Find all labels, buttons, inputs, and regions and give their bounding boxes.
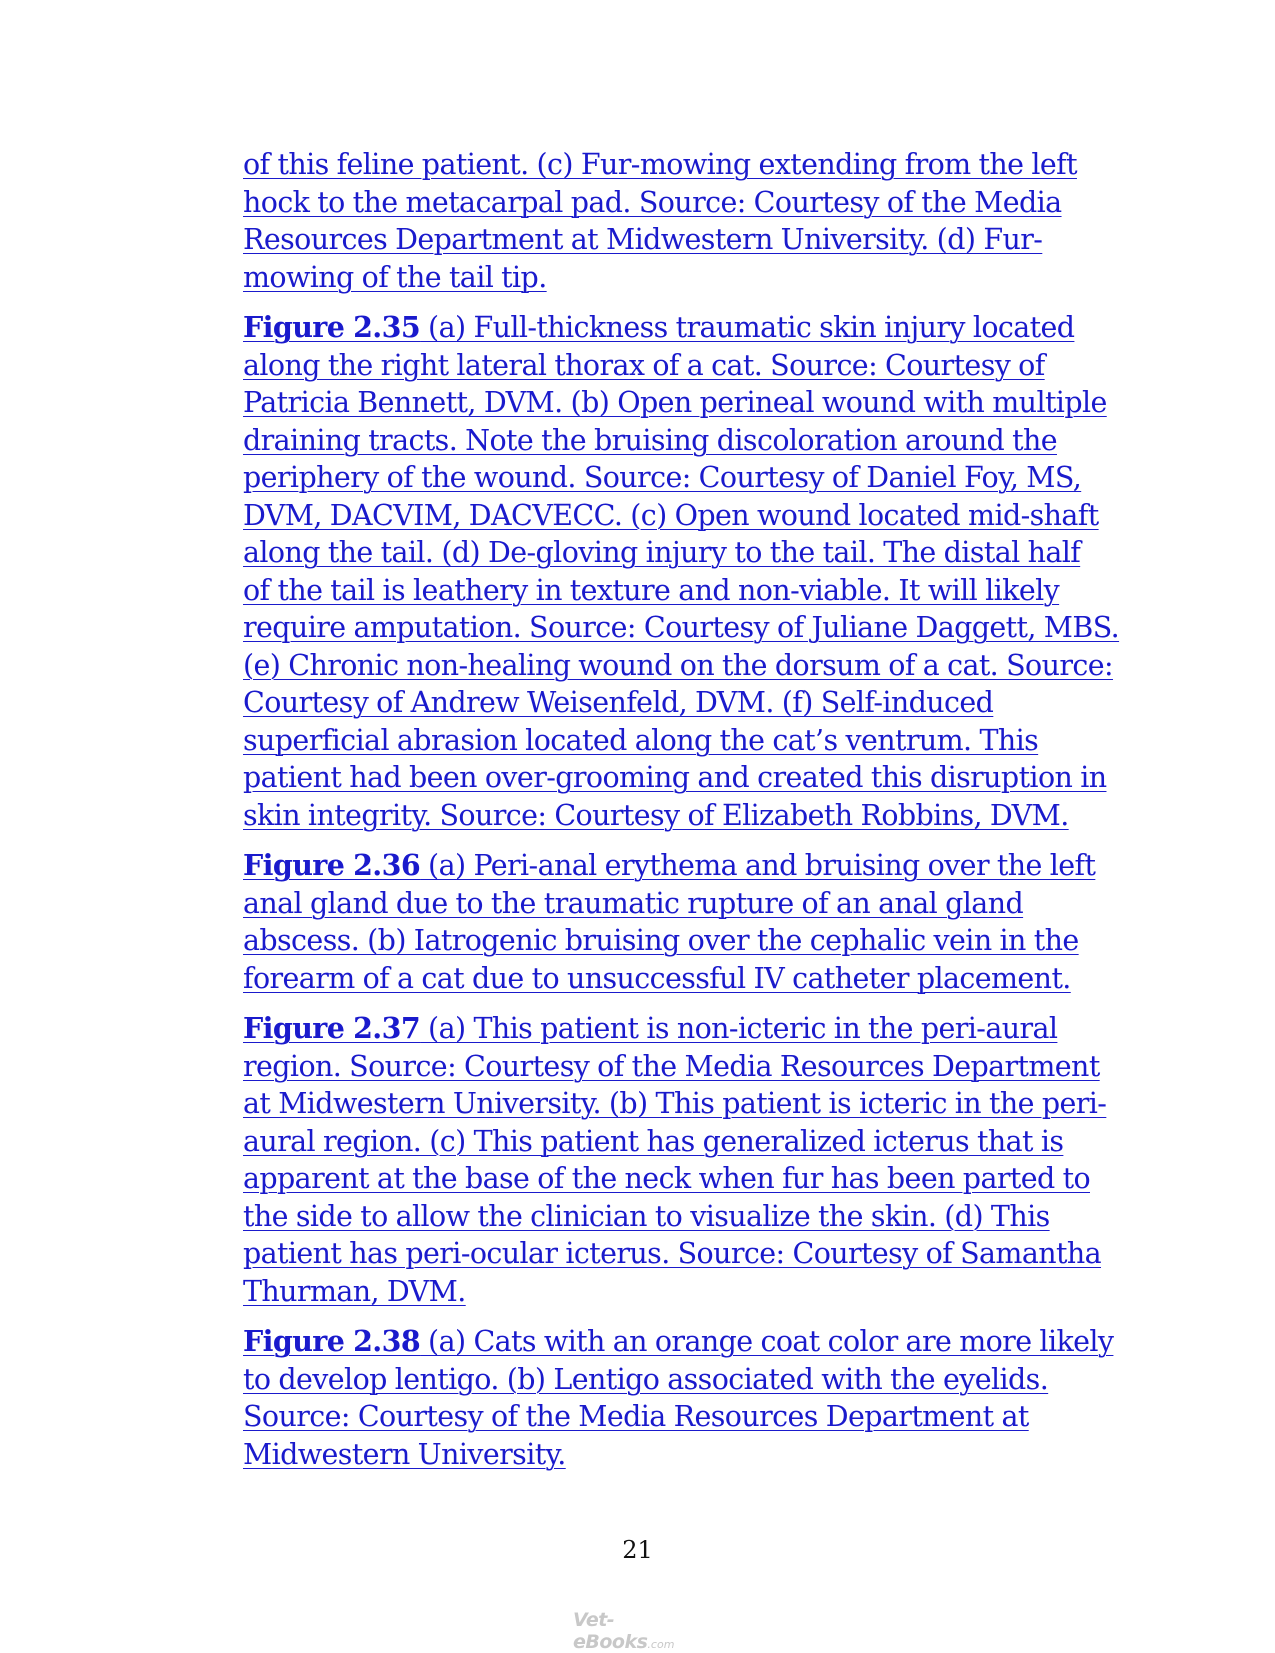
caption-list [243,146,1123,1486]
page-number: 21 [622,1536,653,1564]
caption-figure-2-38[interactable] [243,1323,1123,1473]
caption-text: (a) Cats with an orange coat color are more likely to develop lentigo. (b) Lentigo associated with the eyelids. Source: Courtesy of the Media Resources Department at Midwestern University. [243,1325,1114,1471]
caption-figure-2-35[interactable] [243,309,1123,834]
caption-text: of this feline patient. (c) Fur-mowing extending from the left hock to the metacarpal pad. Source: Courtesy of the Media Resources Department at Midwestern University. (d) Fur- mowing of the tail tip. [243,148,1077,294]
watermark-main-text: Vet-eBooks [573,1609,648,1653]
watermark-logo [573,1609,703,1653]
caption-continued[interactable] [243,146,1123,296]
caption-text: (a) This patient is non-icteric in the peri-aural region. Source: Courtesy of the Media Resources Department at Midwestern University. (b) This patient is icteric in the peri- aural region. (c) This patient has generalized icterus that is apparent at the base of the neck when fur has been parted to the side to allow the clinician to visualize the skin. (d) This patient has peri-ocular icterus. Source: Courtesy of Samantha Thurman, DVM. [243,1012,1107,1308]
caption-text: (a) Peri-anal erythema and bruising over the left anal gland due to the traumatic rupture of an anal gland abscess. (b) Iatrogenic bruising over the cephalic vein in the forearm of a cat due to unsuccessful IV catheter placement. [243,849,1096,995]
caption-text: (a) Full-thickness traumatic skin injury located along the right lateral thorax of a cat. Source: Courtesy of Patricia Bennett, DVM. (b) Open perineal wound with multiple draining tracts. Note the bruising discoloration around the periphery of the wound. Source: Courtesy of Daniel Foy, MS, DVM, DACVIM, DACVECC. (c) Open wound located mid-shaft along the tail. (d) De-gloving injury to the tail. The distal half of the tail is leathery in texture and non-viable. It will likely require amputation. Source: Courtesy of Juliane Daggett, MBS. (e) Chronic non-healing wound on the dorsum of a cat. Source: Courtesy of Andrew Weisenfeld, DVM. (f) Self-induced superficial abrasion located along the cat’s ventrum. This patient had been over-grooming and created this disruption in skin integrity. Source: Courtesy of Elizabeth Robbins, DVM. [243,311,1120,832]
caption-figure-2-36[interactable] [243,847,1123,997]
figure-link-2-36[interactable]: Figure 2.36 [243,848,421,882]
figure-link-2-38[interactable]: Figure 2.38 [243,1324,421,1358]
watermark-tld-text: .com [647,1638,675,1651]
figure-link-2-35[interactable]: Figure 2.35 [243,310,421,344]
figure-link-2-37[interactable]: Figure 2.37 [243,1011,421,1045]
caption-figure-2-37[interactable] [243,1010,1123,1310]
